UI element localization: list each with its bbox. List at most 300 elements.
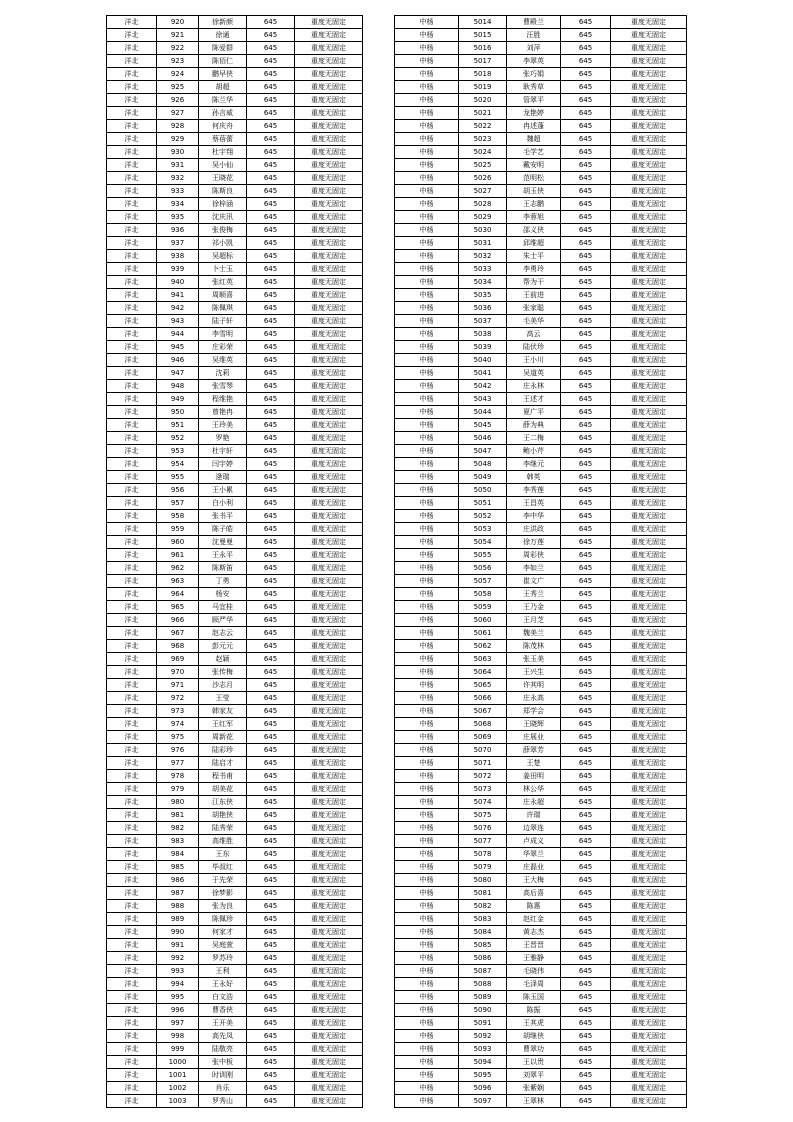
amount-cell: 645 [561,419,611,432]
region-cell: 中杨 [395,978,459,991]
name-cell: 魏超 [507,133,561,146]
region-cell: 洋北 [107,42,157,55]
amount-cell: 645 [247,627,295,640]
table-row [107,900,363,913]
left-table [106,15,363,1108]
serial-cell: 952 [157,432,199,445]
serial-cell: 987 [157,887,199,900]
serial-cell: 5066 [459,692,507,705]
table-row [395,692,687,705]
serial-cell: 985 [157,861,199,874]
table-row [107,471,363,484]
category-cell: 重度无固定 [295,796,363,809]
table-row [395,1030,687,1043]
category-cell: 重度无固定 [611,198,687,211]
region-cell: 中杨 [395,991,459,1004]
table-row [395,393,687,406]
region-cell: 中杨 [395,237,459,250]
serial-cell: 981 [157,809,199,822]
serial-cell: 5078 [459,848,507,861]
table-row [395,1095,687,1108]
table-row [107,1004,363,1017]
region-cell: 洋北 [107,783,157,796]
amount-cell: 645 [561,1082,611,1095]
region-cell: 洋北 [107,315,157,328]
category-cell: 重度无固定 [611,133,687,146]
name-cell: 陈惠 [507,900,561,913]
category-cell: 重度无固定 [611,81,687,94]
region-cell: 洋北 [107,796,157,809]
amount-cell: 645 [561,588,611,601]
name-cell: 杜宇轩 [199,445,247,458]
amount-cell: 645 [247,679,295,692]
name-cell: 丁勇 [199,575,247,588]
region-cell: 洋北 [107,107,157,120]
name-cell: 李继元 [507,458,561,471]
category-cell: 重度无固定 [611,159,687,172]
category-cell: 重度无固定 [611,705,687,718]
region-cell: 洋北 [107,120,157,133]
table-row [107,887,363,900]
category-cell: 重度无固定 [295,458,363,471]
region-cell: 洋北 [107,172,157,185]
serial-cell: 926 [157,94,199,107]
category-cell: 重度无固定 [611,770,687,783]
serial-cell: 5024 [459,146,507,159]
table-row [395,757,687,770]
category-cell: 重度无固定 [295,1043,363,1056]
table-row [395,1082,687,1095]
table-row [395,1017,687,1030]
table-row [107,380,363,393]
amount-cell: 645 [561,978,611,991]
table-row [395,523,687,536]
name-cell: 陆启才 [199,757,247,770]
category-cell: 重度无固定 [611,1095,687,1108]
region-cell: 中杨 [395,120,459,133]
category-cell: 重度无固定 [295,536,363,549]
table-row [395,731,687,744]
serial-cell: 938 [157,250,199,263]
region-cell: 中杨 [395,549,459,562]
category-cell: 重度无固定 [295,1056,363,1069]
category-cell: 重度无固定 [611,692,687,705]
category-cell: 重度无固定 [611,835,687,848]
serial-cell: 937 [157,237,199,250]
region-cell: 洋北 [107,198,157,211]
table-row [107,913,363,926]
table-row [107,458,363,471]
serial-cell: 977 [157,757,199,770]
table-row [107,978,363,991]
name-cell: 林公华 [507,783,561,796]
serial-cell: 930 [157,146,199,159]
table-row [107,510,363,523]
amount-cell: 645 [561,159,611,172]
name-cell: 吴小仙 [199,159,247,172]
serial-cell: 5050 [459,484,507,497]
name-cell: 韩家友 [199,705,247,718]
name-cell: 孙言威 [199,107,247,120]
name-cell: 王乃金 [507,601,561,614]
amount-cell: 645 [247,1069,295,1082]
serial-cell: 932 [157,172,199,185]
serial-cell: 924 [157,68,199,81]
region-cell: 洋北 [107,289,157,302]
amount-cell: 645 [247,107,295,120]
name-cell: 庄永林 [507,380,561,393]
serial-cell: 967 [157,627,199,640]
amount-cell: 645 [561,939,611,952]
table-row [107,42,363,55]
category-cell: 重度无固定 [295,380,363,393]
region-cell: 中杨 [395,1017,459,1030]
amount-cell: 645 [247,640,295,653]
category-cell: 重度无固定 [295,1030,363,1043]
serial-cell: 5094 [459,1056,507,1069]
category-cell: 重度无固定 [611,757,687,770]
name-cell: 刘翠平 [507,1069,561,1082]
name-cell: 王晓花 [199,172,247,185]
amount-cell: 645 [561,68,611,81]
serial-cell: 5065 [459,679,507,692]
name-cell: 鲍小芹 [507,445,561,458]
region-cell: 中杨 [395,354,459,367]
table-row [395,289,687,302]
amount-cell: 645 [247,1030,295,1043]
table-row [107,406,363,419]
region-cell: 中杨 [395,588,459,601]
amount-cell: 645 [247,250,295,263]
name-cell: 沈庆汛 [199,211,247,224]
amount-cell: 645 [561,783,611,796]
serial-cell: 5071 [459,757,507,770]
serial-cell: 978 [157,770,199,783]
region-cell: 洋北 [107,601,157,614]
category-cell: 重度无固定 [295,614,363,627]
serial-cell: 965 [157,601,199,614]
serial-cell: 5017 [459,55,507,68]
serial-cell: 989 [157,913,199,926]
name-cell: 何家才 [199,926,247,939]
amount-cell: 645 [561,627,611,640]
amount-cell: 645 [247,822,295,835]
table-row [107,276,363,289]
category-cell: 重度无固定 [295,133,363,146]
amount-cell: 645 [561,16,611,29]
name-cell: 杨安 [199,588,247,601]
table-row [107,757,363,770]
amount-cell: 645 [561,484,611,497]
category-cell: 重度无固定 [611,731,687,744]
table-row [395,1069,687,1082]
table-row [395,484,687,497]
amount-cell: 645 [561,328,611,341]
category-cell: 重度无固定 [295,393,363,406]
category-cell: 重度无固定 [611,562,687,575]
name-cell: 王秀兰 [507,588,561,601]
amount-cell: 645 [561,172,611,185]
serial-cell: 5085 [459,939,507,952]
serial-cell: 5042 [459,380,507,393]
category-cell: 重度无固定 [295,16,363,29]
serial-cell: 5091 [459,1017,507,1030]
name-cell: 王志鹏 [507,198,561,211]
name-cell: 肖乐 [199,1082,247,1095]
table-row [395,1056,687,1069]
table-row [107,16,363,29]
region-cell: 中杨 [395,68,459,81]
name-cell: 许其明 [507,679,561,692]
category-cell: 重度无固定 [611,549,687,562]
name-cell: 邱维超 [507,237,561,250]
category-cell: 重度无固定 [611,796,687,809]
table-row [107,94,363,107]
serial-cell: 5080 [459,874,507,887]
table-row [107,159,363,172]
region-cell: 洋北 [107,835,157,848]
name-cell: 庄洪政 [507,523,561,536]
name-cell: 龙艳婷 [507,107,561,120]
amount-cell: 645 [247,1017,295,1030]
region-cell: 洋北 [107,133,157,146]
amount-cell: 645 [561,198,611,211]
region-cell: 中杨 [395,692,459,705]
name-cell: 陆伏珍 [507,341,561,354]
category-cell: 重度无固定 [295,939,363,952]
amount-cell: 645 [247,471,295,484]
category-cell: 重度无固定 [295,926,363,939]
table-row [395,16,687,29]
table-row [395,445,687,458]
amount-cell: 645 [561,614,611,627]
category-cell: 重度无固定 [611,185,687,198]
serial-cell: 980 [157,796,199,809]
amount-cell: 645 [247,809,295,822]
table-row [395,497,687,510]
region-cell: 中杨 [395,874,459,887]
amount-cell: 645 [247,237,295,250]
serial-cell: 956 [157,484,199,497]
region-cell: 洋北 [107,1082,157,1095]
category-cell: 重度无固定 [295,562,363,575]
table-row [395,978,687,991]
table-row [395,146,687,159]
category-cell: 重度无固定 [611,445,687,458]
table-row [395,341,687,354]
category-cell: 重度无固定 [295,1095,363,1108]
region-cell: 中杨 [395,250,459,263]
region-cell: 洋北 [107,94,157,107]
category-cell: 重度无固定 [295,770,363,783]
category-cell: 重度无固定 [611,120,687,133]
amount-cell: 645 [247,692,295,705]
serial-cell: 979 [157,783,199,796]
region-cell: 中杨 [395,705,459,718]
amount-cell: 645 [247,588,295,601]
amount-cell: 645 [561,81,611,94]
table-row [107,1017,363,1030]
table-row [395,601,687,614]
region-cell: 中杨 [395,94,459,107]
serial-cell: 5074 [459,796,507,809]
serial-cell: 5068 [459,718,507,731]
serial-cell: 964 [157,588,199,601]
category-cell: 重度无固定 [611,900,687,913]
region-cell: 洋北 [107,549,157,562]
category-cell: 重度无固定 [611,302,687,315]
category-cell: 重度无固定 [611,523,687,536]
amount-cell: 645 [561,471,611,484]
serial-cell: 5019 [459,81,507,94]
region-cell: 中杨 [395,172,459,185]
serial-cell: 5095 [459,1069,507,1082]
serial-cell: 5073 [459,783,507,796]
serial-cell: 947 [157,367,199,380]
name-cell: 高后喜 [507,887,561,900]
serial-cell: 999 [157,1043,199,1056]
category-cell: 重度无固定 [611,68,687,81]
table-row [107,68,363,81]
serial-cell: 927 [157,107,199,120]
table-row [107,1082,363,1095]
region-cell: 中杨 [395,445,459,458]
name-cell: 周顺喜 [199,289,247,302]
region-cell: 中杨 [395,341,459,354]
name-cell: 王前进 [507,289,561,302]
region-cell: 中杨 [395,783,459,796]
amount-cell: 645 [247,302,295,315]
region-cell: 洋北 [107,250,157,263]
name-cell: 庄永高 [507,692,561,705]
table-row [107,354,363,367]
category-cell: 重度无固定 [611,627,687,640]
name-cell: 王红军 [199,718,247,731]
serial-cell: 983 [157,835,199,848]
name-cell: 徐梦影 [199,887,247,900]
name-cell: 郑学会 [507,705,561,718]
category-cell: 重度无固定 [295,276,363,289]
table-row [107,1056,363,1069]
serial-cell: 5036 [459,302,507,315]
region-cell: 中杨 [395,848,459,861]
region-cell: 洋北 [107,1017,157,1030]
region-cell: 洋北 [107,822,157,835]
table-row [107,835,363,848]
amount-cell: 645 [247,497,295,510]
region-cell: 洋北 [107,484,157,497]
region-cell: 洋北 [107,16,157,29]
name-cell: 张紫娴 [507,1082,561,1095]
table-row [107,679,363,692]
name-cell: 胡继侠 [507,1030,561,1043]
category-cell: 重度无固定 [295,29,363,42]
name-cell: 王小川 [507,354,561,367]
name-cell: 王兴生 [507,666,561,679]
serial-cell: 953 [157,445,199,458]
category-cell: 重度无固定 [611,380,687,393]
amount-cell: 645 [247,328,295,341]
region-cell: 洋北 [107,939,157,952]
table-row [395,588,687,601]
name-cell: 陈茂林 [507,640,561,653]
amount-cell: 645 [561,757,611,770]
amount-cell: 645 [561,29,611,42]
region-cell: 洋北 [107,367,157,380]
amount-cell: 645 [247,1056,295,1069]
amount-cell: 645 [561,679,611,692]
category-cell: 重度无固定 [611,939,687,952]
region-cell: 中杨 [395,653,459,666]
amount-cell: 645 [247,666,295,679]
category-cell: 重度无固定 [295,718,363,731]
amount-cell: 645 [561,822,611,835]
table-row [107,666,363,679]
amount-cell: 645 [561,341,611,354]
region-cell: 洋北 [107,913,157,926]
serial-cell: 5022 [459,120,507,133]
table-row [395,562,687,575]
category-cell: 重度无固定 [611,822,687,835]
category-cell: 重度无固定 [611,471,687,484]
region-cell: 洋北 [107,1056,157,1069]
category-cell: 重度无固定 [611,497,687,510]
region-cell: 洋北 [107,744,157,757]
region-cell: 中杨 [395,159,459,172]
serial-cell: 5030 [459,224,507,237]
amount-cell: 645 [247,965,295,978]
name-cell: 陈振 [507,1004,561,1017]
table-row [395,29,687,42]
category-cell: 重度无固定 [295,822,363,835]
amount-cell: 645 [247,770,295,783]
name-cell: 毕叔红 [199,861,247,874]
amount-cell: 645 [247,601,295,614]
amount-cell: 645 [247,562,295,575]
region-cell: 中杨 [395,107,459,120]
serial-cell: 968 [157,640,199,653]
category-cell: 重度无固定 [295,640,363,653]
table-row [107,341,363,354]
table-row [395,224,687,237]
amount-cell: 645 [561,900,611,913]
amount-cell: 645 [247,991,295,1004]
serial-cell: 5039 [459,341,507,354]
amount-cell: 645 [247,406,295,419]
amount-cell: 645 [561,510,611,523]
amount-cell: 645 [247,549,295,562]
category-cell: 重度无固定 [295,757,363,770]
amount-cell: 645 [247,861,295,874]
table-row [107,1069,363,1082]
table-row [107,588,363,601]
category-cell: 重度无固定 [295,198,363,211]
region-cell: 中杨 [395,809,459,822]
serial-cell: 5069 [459,731,507,744]
serial-cell: 990 [157,926,199,939]
category-cell: 重度无固定 [611,588,687,601]
name-cell: 耿秀草 [507,81,561,94]
right-table [394,15,687,1108]
region-cell: 洋北 [107,926,157,939]
name-cell: 王昌英 [507,497,561,510]
name-cell: 罗艳 [199,432,247,445]
serial-cell: 5061 [459,627,507,640]
table-row [395,302,687,315]
name-cell: 王永平 [199,549,247,562]
amount-cell: 645 [561,705,611,718]
region-cell: 中杨 [395,471,459,484]
